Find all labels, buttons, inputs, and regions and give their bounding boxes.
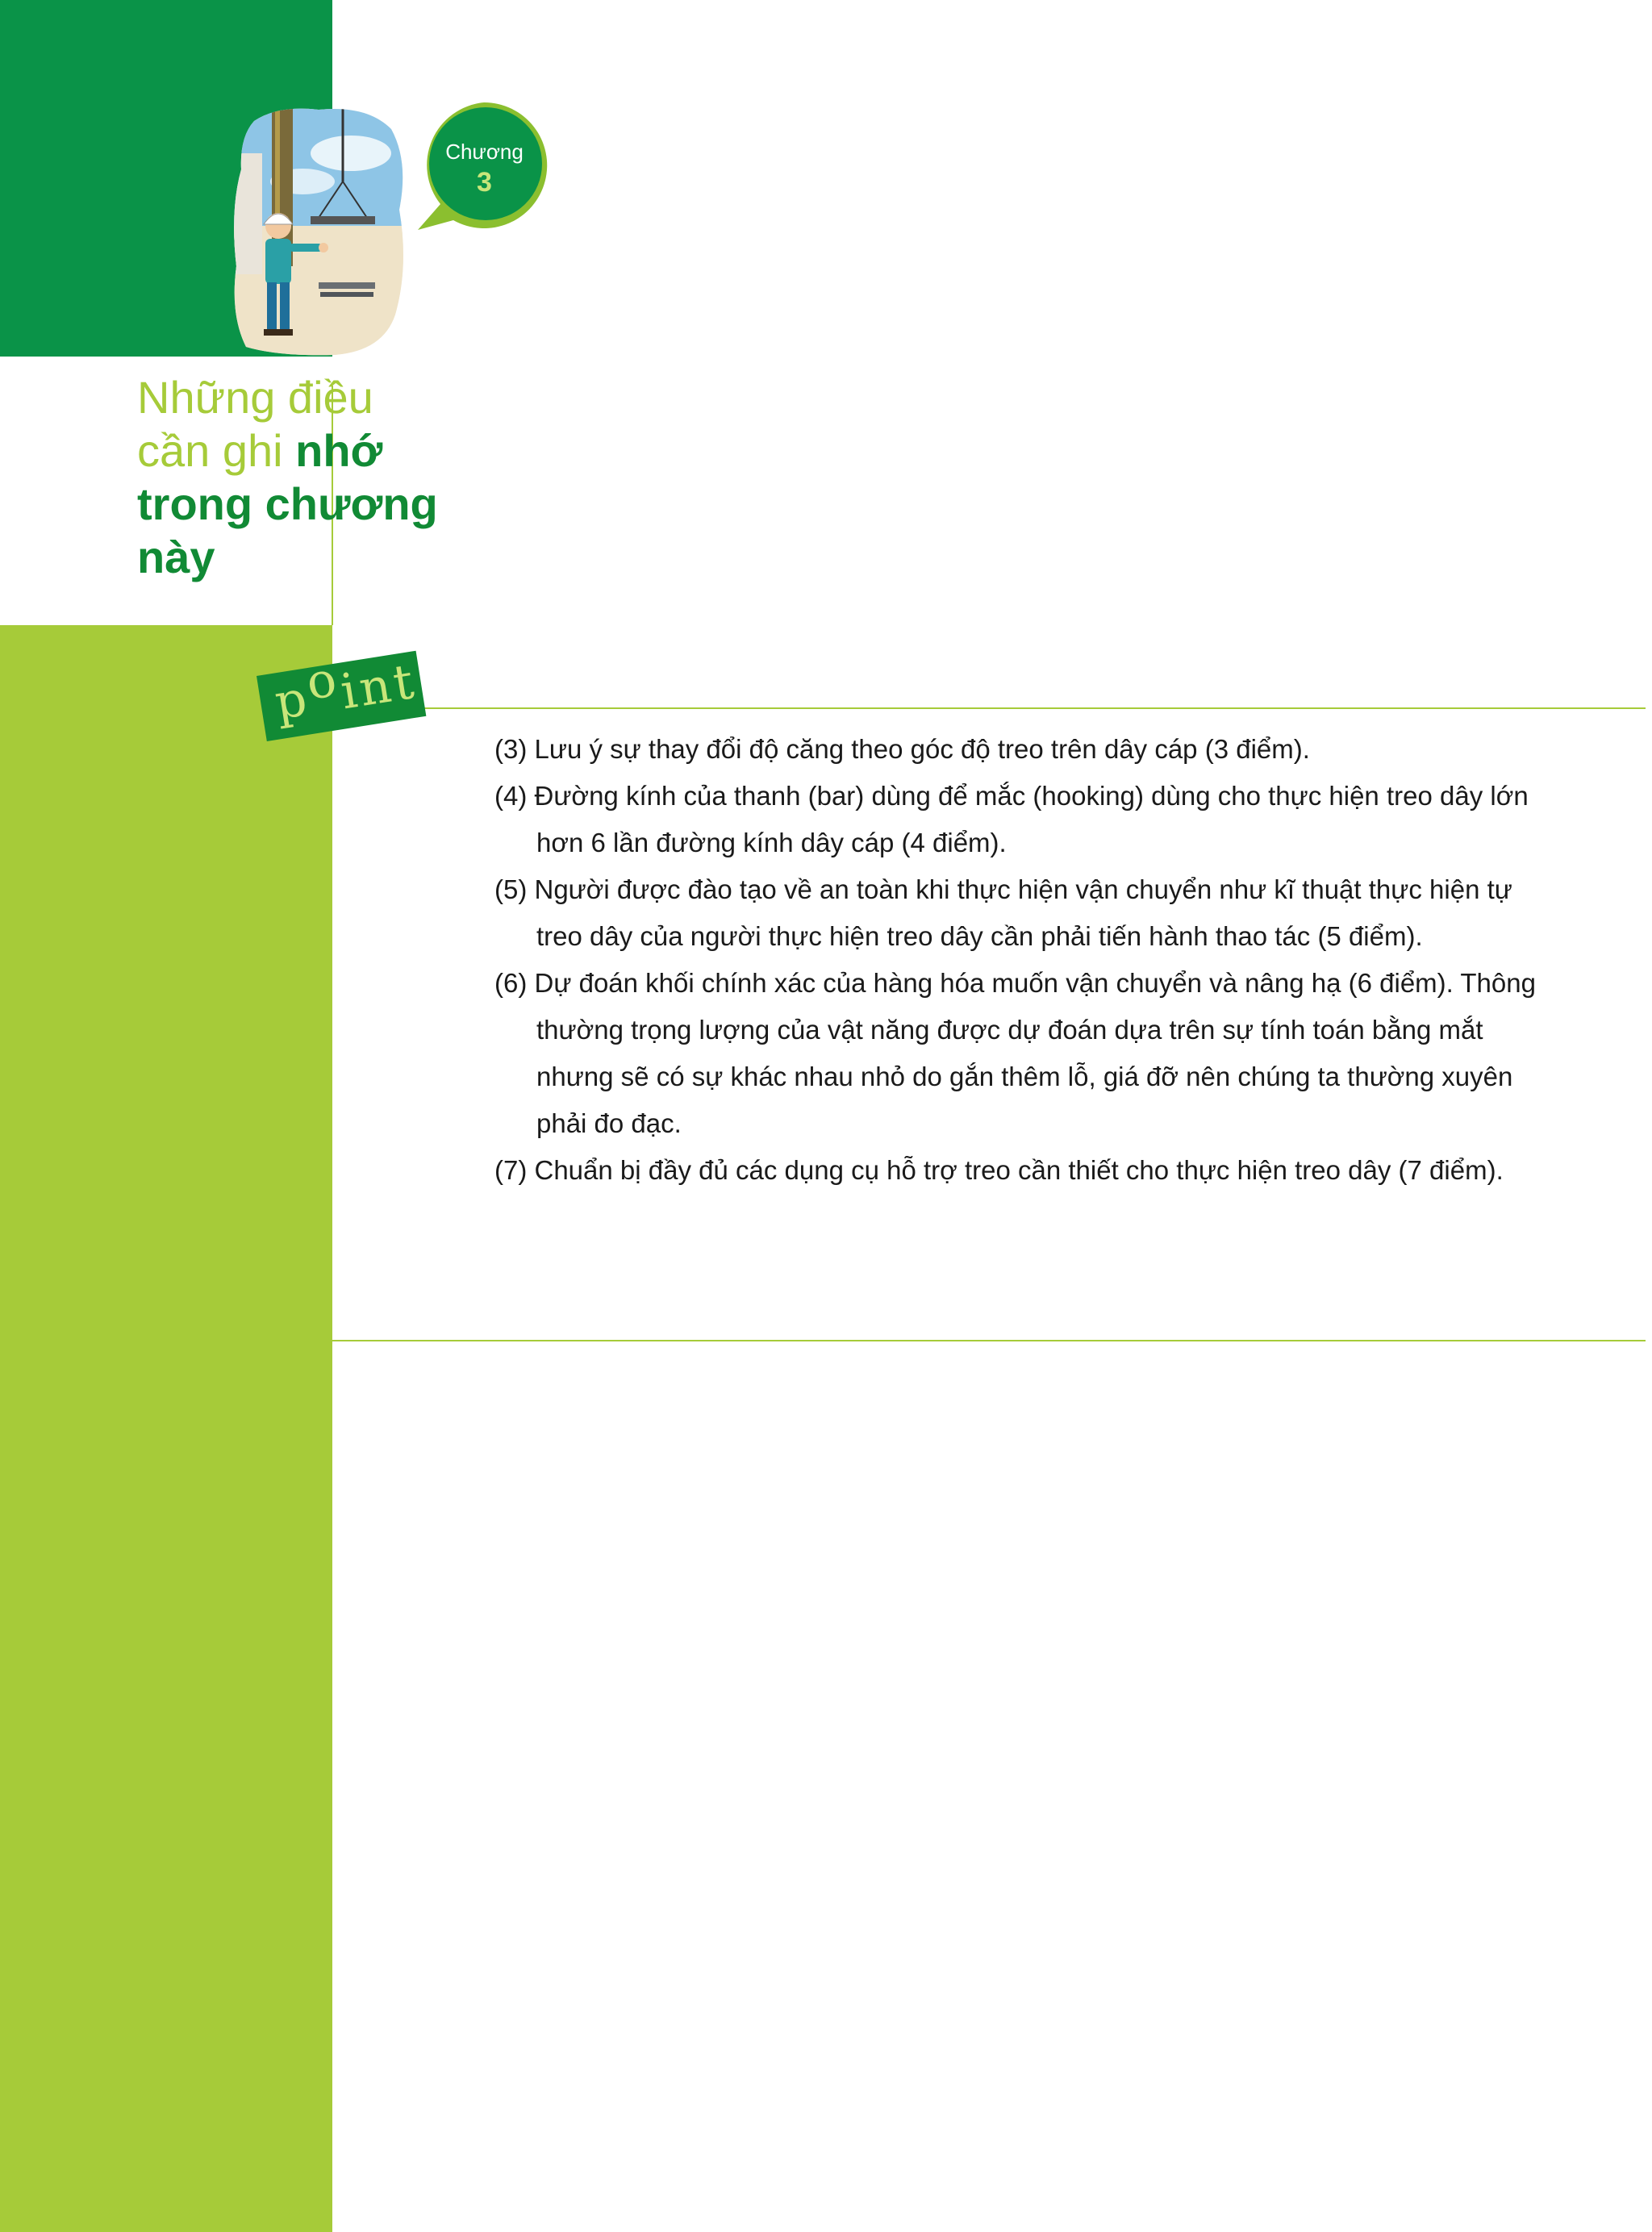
chapter-number: 3 (477, 167, 492, 198)
title-line-4: này (137, 532, 215, 582)
page-title (137, 371, 476, 584)
construction-worker-illustration (230, 105, 409, 357)
title-line-3: trong chương (137, 478, 438, 529)
title-line-1: Những điều (137, 372, 373, 423)
chapter-label: Chương (445, 140, 524, 164)
point-section-top-rule (413, 707, 1646, 709)
list-item: (6) Dự đoán khối chính xác của hàng hóa muốn vận chuyển và nâng hạ (6 điểm). Thông thường trọng lượng của vật năng được dự đoán dựa trên sự tính toán bằng mắt nhưng sẽ có sự khác nhau nhỏ do gắn thêm lỗ, giá đỡ nên chúng ta thường xuyên phải đo đạc. (494, 968, 1536, 1138)
list-item: (5) Người được đào tạo về an toàn khi thực hiện vận chuyển như kĩ thuật thực hiện tự treo dây của người thực hiện treo dây cần phải tiến hành thao tác (5 điểm). (494, 874, 1512, 951)
point-list (494, 726, 1543, 1194)
point-badge-o: o (302, 650, 344, 711)
worker-crane-icon (230, 105, 409, 357)
point-section-bottom-rule (332, 1340, 1646, 1341)
list-item: (3) Lưu ý sự thay đổi độ căng theo góc độ treo trên dây cáp (3 điểm). (494, 734, 1310, 764)
speech-bubble-icon (411, 93, 557, 238)
title-line-2 (137, 424, 476, 478)
sidebar-lime-strip (0, 625, 332, 2232)
list-item: (7) Chuẩn bị đầy đủ các dụng cụ hỗ trợ treo cần thiết cho thực hiện treo dây (7 điểm). (494, 1155, 1504, 1185)
point-badge-p: p (271, 670, 314, 732)
title-line-2-bold: nhớ (295, 425, 383, 476)
list-item: (4) Đường kính của thanh (bar) dùng để mắc (hooking) dùng cho thực hiện treo dây lớn hơn 6 lần đường kính dây cáp (4 điểm). (494, 781, 1529, 857)
point-badge-int: int (336, 653, 421, 721)
title-line-2-light: cần ghi (137, 425, 296, 476)
chapter-bubble (411, 93, 557, 238)
